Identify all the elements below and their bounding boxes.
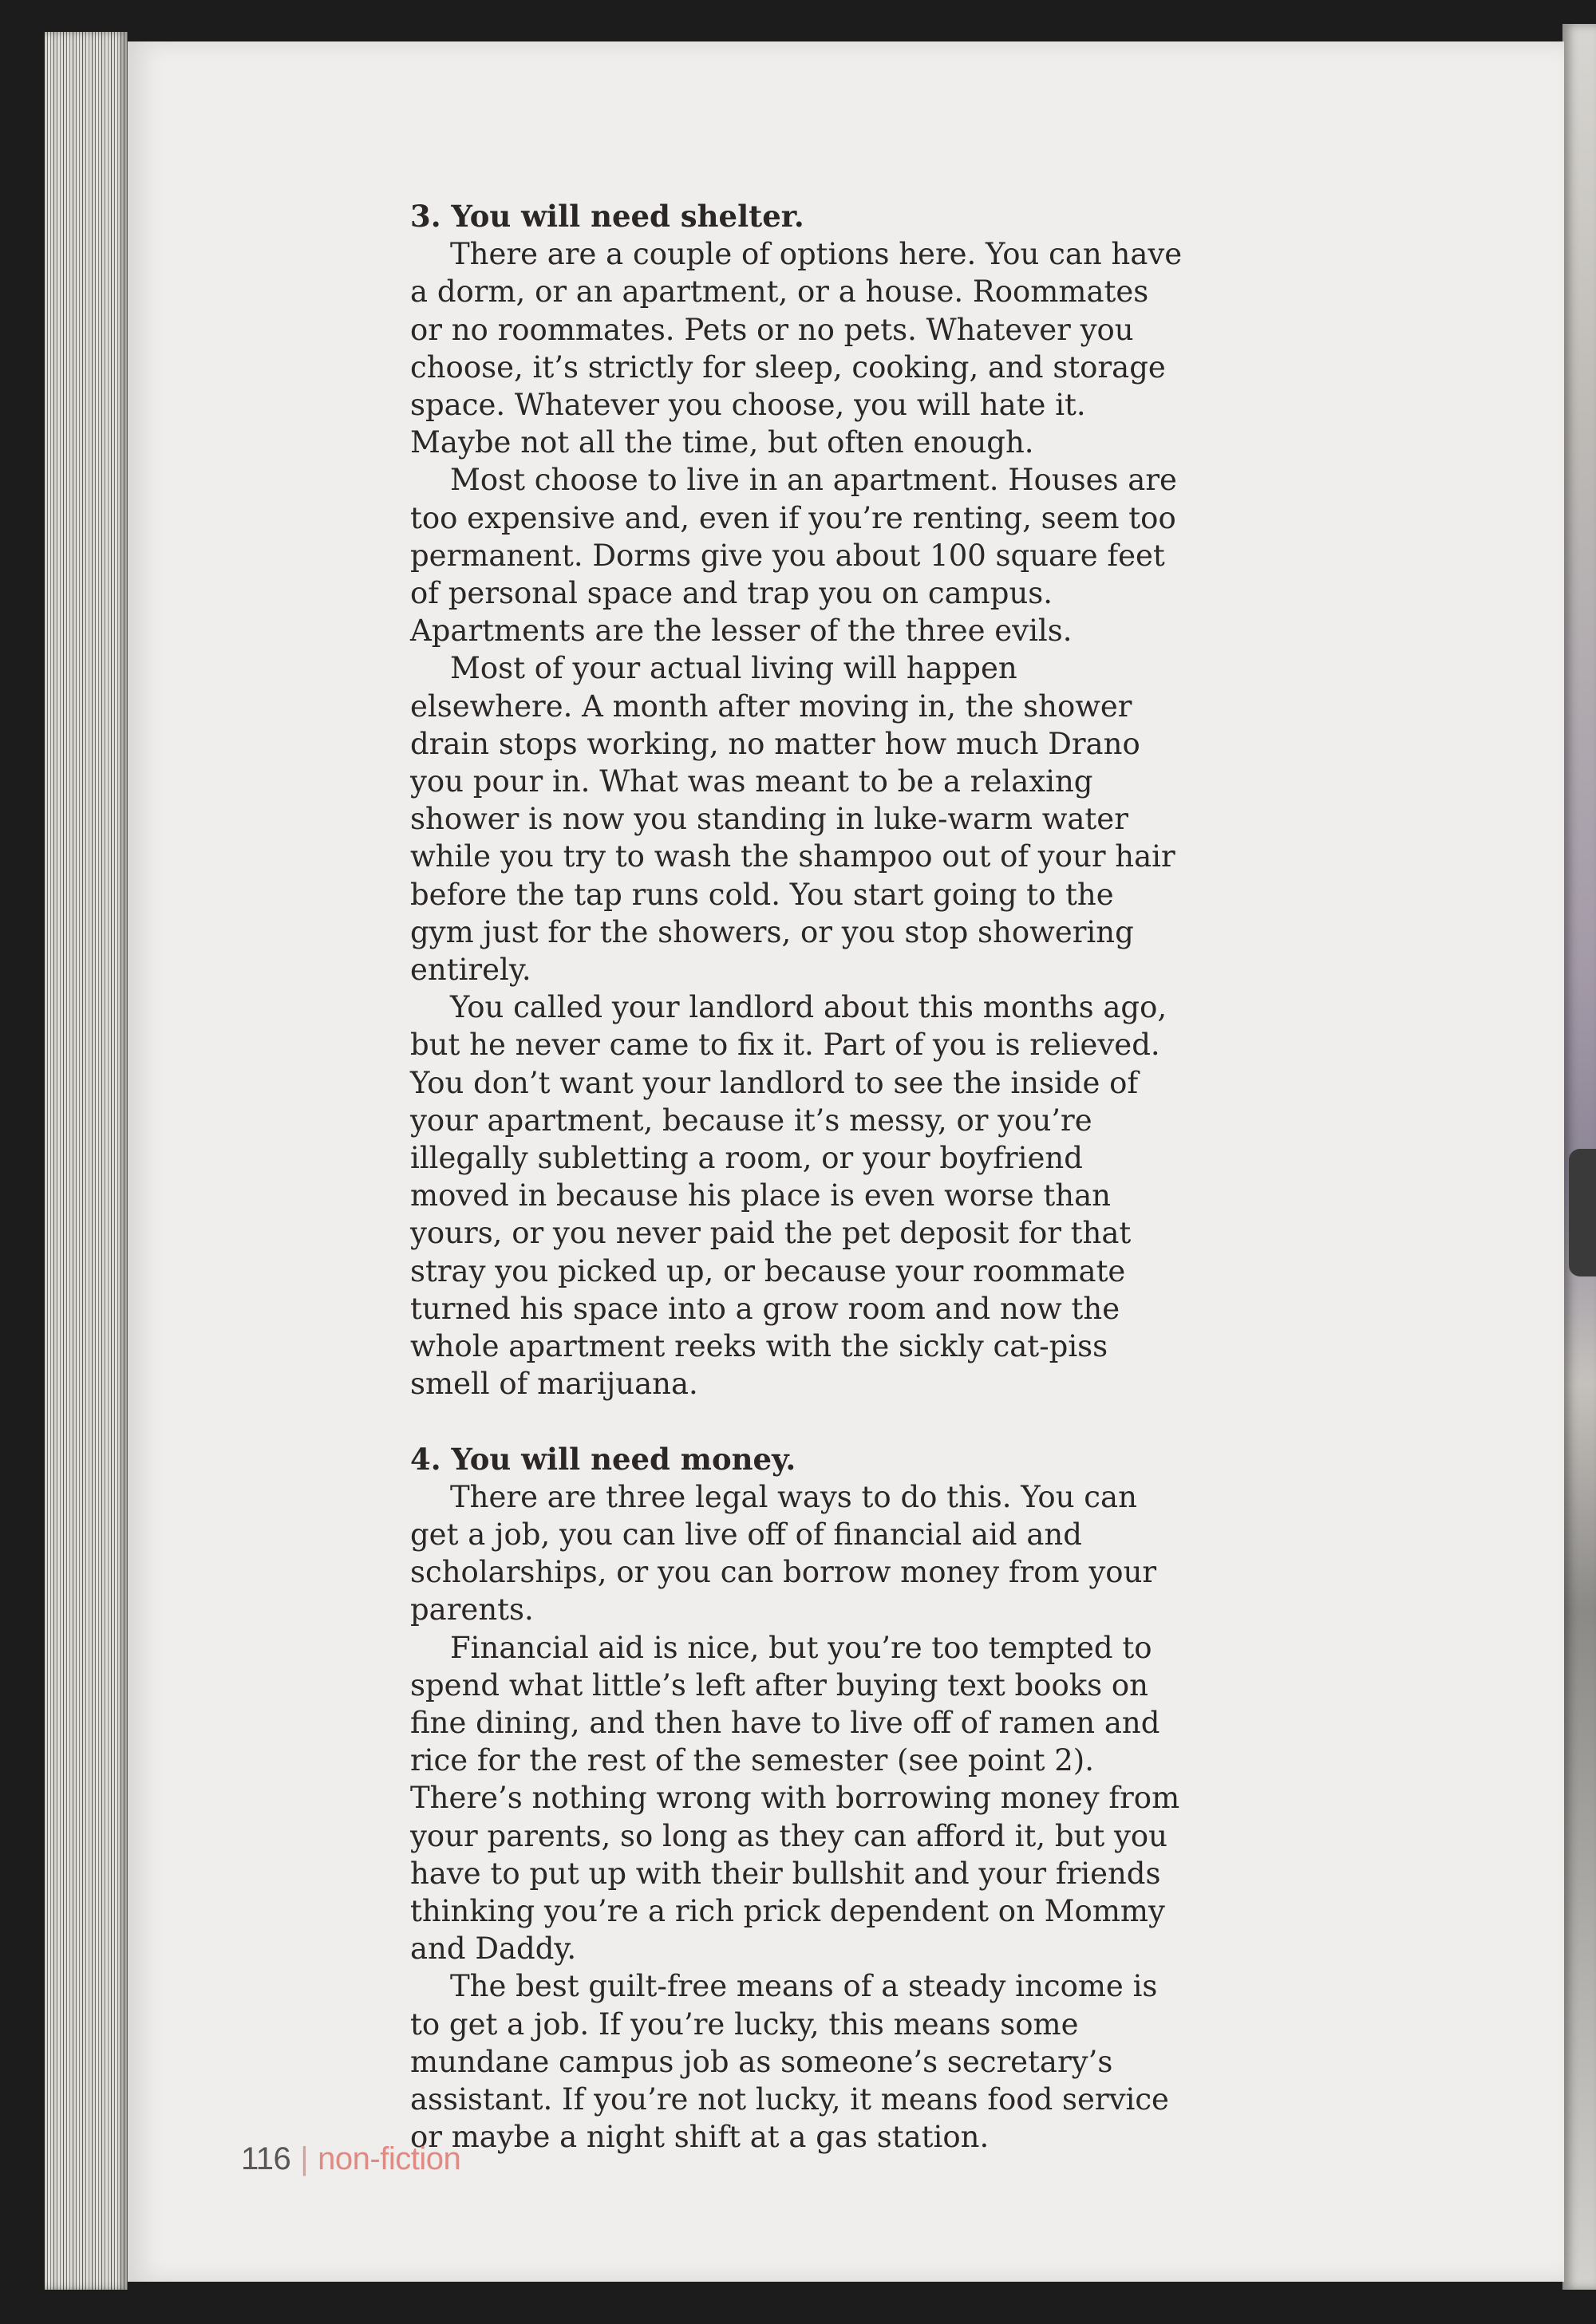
page-edges [45,32,128,2290]
paragraph: The best guilt-free means of a steady income is to get a job. If you’re lucky, this means some mundane campus job as someone’s secretary’s assistant. If you’re not lucky, it means food service or maybe a night shift at a gas station. [410,1969,1169,2155]
section-gap [410,1403,1184,1441]
paragraph: Financial aid is nice, but you’re too tempted to spend what little’s left after buying text books on fine dining, and then have to live off of ramen and rice for the rest of the semester (see point 2). There’s nothing wrong with borrowing money from your parents, so long as they can afford it, but you have to put up with their bullshit and your friends thinking you’re a rich prick dependent on Mommy and Daddy. [410,1630,1180,1967]
facing-page-photo-fragment [1569,1149,1596,1276]
article-body [410,198,1184,2156]
paragraph: There are three legal ways to do this. You can get a job, you can live off of financial aid and scholarships, or you can borrow money from your parents. [410,1479,1157,1628]
section-heading-shelter: 3. You will need shelter. [410,199,804,234]
paragraph: You called your landlord about this months ago, but he never came to fix it. Part of you is relieved. You don’t want your landlord to see the inside of your apartment, because it’s messy, or you’re illegally subletting a room, or your boyfriend moved in because his place is even worse than yours, or you never paid the pet deposit for that stray you picked up, or because your roommate turned his space into a grow room and now the whole apartment reeks with the sickly cat-piss smell of marijuana. [410,990,1167,1402]
section-name: non-fiction [318,2141,461,2176]
footer-separator: | [300,2141,309,2176]
section-heading-money: 4. You will need money. [410,1441,796,1477]
page-footer [241,2141,460,2177]
page-number: 116 [241,2141,291,2176]
paragraph: There are a couple of options here. You can have a dorm, or an apartment, or a house. Roommates or no roommates. Pets or no pets. Whatever you choose, it’s strictly for sleep, cooking, and storage space. Whatever you choose, you will hate it. Maybe not all the time, but often enough. [410,237,1183,460]
paragraph: Most choose to live in an apartment. Houses are too expensive and, even if you’re renting, seem too permanent. Dorms give you about 100 square feet of personal space and trap you on campus. Apartments are the lesser of the three evils. [410,463,1177,649]
paragraph: Most of your actual living will happen elsewhere. A month after moving in, the shower drain stops working, no matter how much Drano you pour in. What was meant to be a relaxing shower is now you standing in luke-warm water while you try to wash the shampoo out of your hair before the tap runs cold. You start going to the gym just for the showers, or you stop showering entirely. [410,651,1175,988]
